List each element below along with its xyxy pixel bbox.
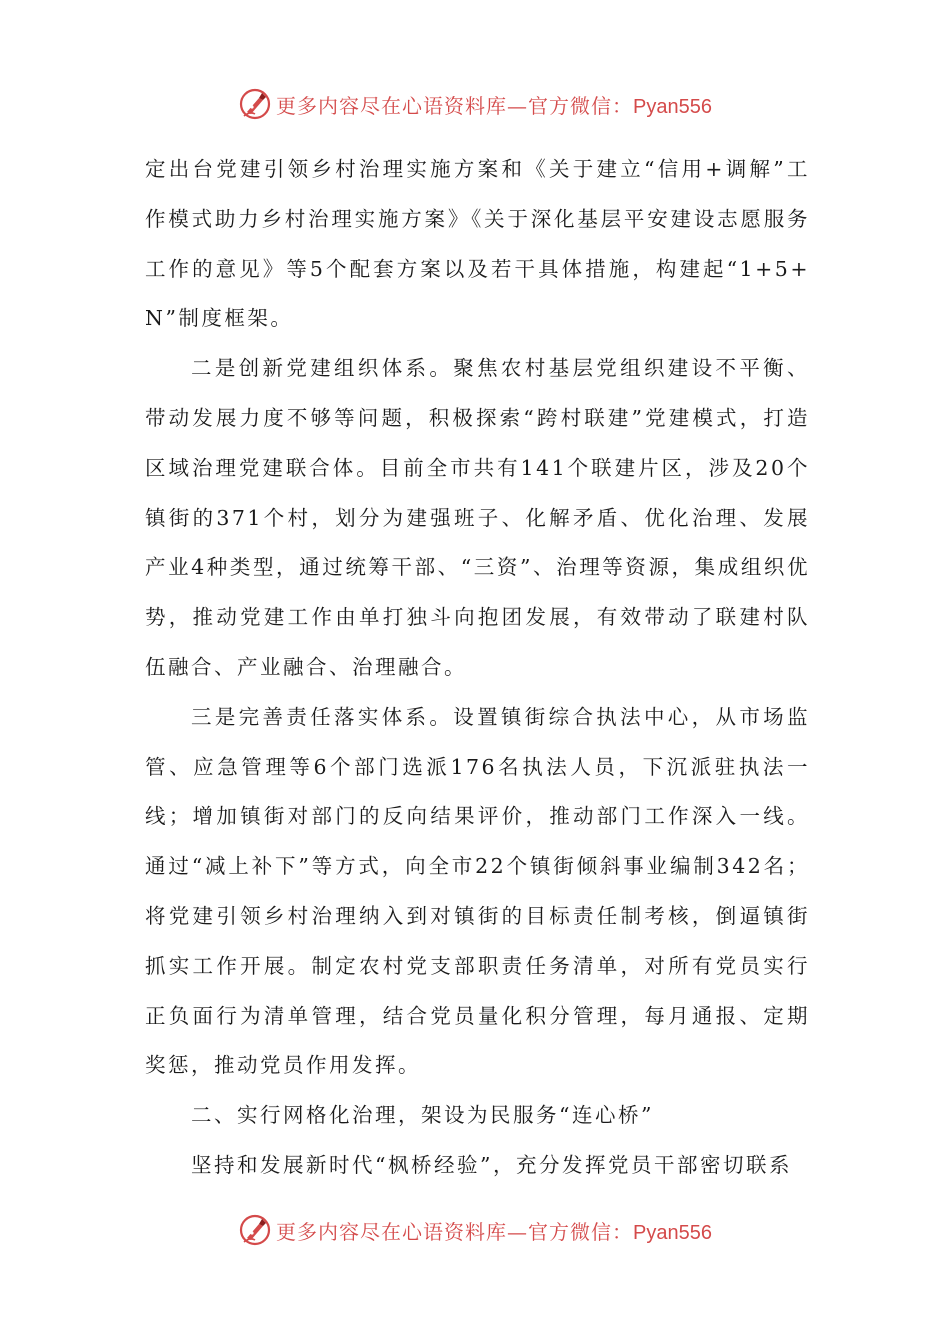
header-watermark-banner [0,84,950,124]
body-paragraph-2: 二是创新党建组织体系。聚焦农村基层党组织建设不平衡、带动发展力度不够等问题，积极探索“跨村联建”党建模式，打造区域治理党建联合体。目前全市共有141个联建片区，涉及20个镇街的371个村，划分为建强班子、化解矛盾、优化治理、发展产业4种类型，通过统筹干部、“三资”、治理等资源，集成组织优势，推动党建工作由单打独斗向抱团发展，有效带动了联建村队伍融合、产业融合、治理融合。 [145,356,810,679]
pen-nib-logo-icon [238,1213,272,1247]
footer-watermark-banner [0,1210,950,1250]
body-paragraph-4: 坚持和发展新时代“枫桥经验”，充分发挥党员干部密切联系 [191,1152,792,1177]
body-paragraph-3: 三是完善责任落实体系。设置镇街综合执法中心，从市场监管、应急管理等6个部门选派176名执法人员，下沉派驻执法一线；增加镇街对部门的反向结果评价，推动部门工作深入一线。通过“减上补下”等方式，向全市22个镇街倾斜事业编制342名；将党建引领乡村治理纳入到对镇街的目标责任制考核，倒逼镇街抓实工作开展。制定农村党支部职责任务清单，对所有党员实行正负面行为清单管理，结合党员量化积分管理，每月通报、定期奖惩，推动党员作用发挥。 [145,704,810,1078]
section-heading: 二、实行网格化治理，架设为民服务“连心桥” [191,1103,654,1128]
header-banner-text: 更多内容尽在心语资料库—官方微信：Pyan556 [276,93,712,118]
pen-nib-logo-icon [238,87,272,121]
footer-banner-text: 更多内容尽在心语资料库—官方微信：Pyan556 [276,1219,712,1244]
header-wechat-id: Pyan556 [633,95,712,118]
body-paragraph-1: 定出台党建引领乡村治理实施方案和《关于建立“信用+调解”工作模式助力乡村治理实施方案》《关于深化基层平安建设志愿服务工作的意见》等5个配套方案以及若干具体措施，构建起“1+5+N”制度框架。 [145,157,810,331]
footer-wechat-id: Pyan556 [633,1221,712,1244]
document-body [145,145,810,1191]
